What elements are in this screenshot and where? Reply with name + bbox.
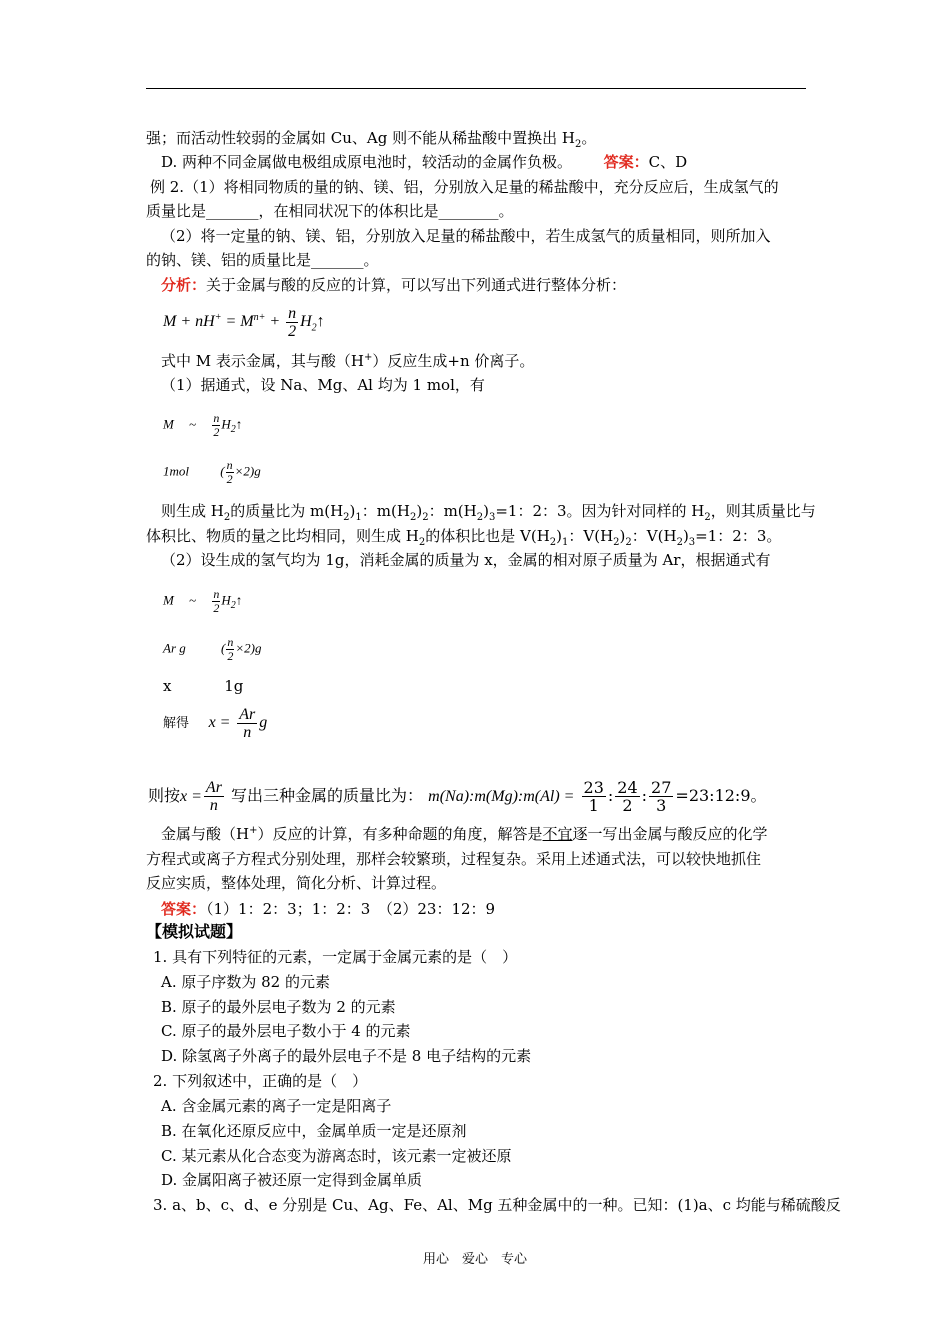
tilde: ~ <box>189 416 197 432</box>
subscript: 2 <box>574 139 582 150</box>
numerator: 23 <box>583 778 604 797</box>
text: 解得 <box>163 716 190 731</box>
subscript: 2 <box>613 537 620 548</box>
q2-option-d: D. 金属阳离子被还原一定得到金属单质 <box>161 1171 423 1189</box>
relation-row-2 <box>163 459 261 486</box>
relation-row-4 <box>163 636 261 663</box>
symbol: 1mol <box>163 463 189 479</box>
header-rule <box>146 88 806 89</box>
subscript: 2 <box>409 512 417 523</box>
text: ) <box>416 502 423 520</box>
subscript: 3 <box>488 512 496 523</box>
q2-option-c: C. 某元素从化合态变为游离态时，该元素一定被还原 <box>161 1147 512 1165</box>
denominator: 2 <box>622 796 633 815</box>
text: 体积比、物质的量之比均相同，则生成 H <box>146 527 419 545</box>
text-line <box>146 128 596 148</box>
up-arrow-icon: ↑ <box>316 313 325 331</box>
option-d <box>161 152 687 172</box>
numerator: n <box>227 635 234 649</box>
text: 逐一写出金属与酸反应的化学 <box>572 825 768 843</box>
symbol: : <box>607 786 614 805</box>
subscript: 1 <box>355 512 362 523</box>
answer-value: （1）1：2：3；1：2：3 （2）23：12：9 <box>206 900 496 918</box>
text: 强；而活动性较弱的金属如 Cu、Ag 则不能从稀盐酸中置换出 H <box>146 129 575 147</box>
subscript: 3 <box>688 537 696 548</box>
relation-row-3 <box>163 588 242 615</box>
numerator: n <box>213 587 220 601</box>
symbol: M <box>163 592 174 608</box>
fraction <box>649 779 673 814</box>
denominator: n <box>243 723 252 741</box>
superscript: + <box>214 311 222 323</box>
text: 的质量比为 m(H <box>230 502 344 520</box>
subscript: 2 <box>311 322 317 334</box>
denominator: 2 <box>288 323 297 340</box>
text-line: （2）设生成的氢气均为 1g，消耗金属的质量为 x，金属的相对原子质量为 Ar，根据通式有 <box>161 551 771 569</box>
numerator: 24 <box>617 778 638 797</box>
question-1: 1. 具有下列特征的元素，一定属于金属元素的是（ ） <box>153 948 518 966</box>
text-line <box>161 351 534 371</box>
relation-row-1 <box>163 412 242 439</box>
symbol: m <box>523 788 535 805</box>
subscript: 2 <box>549 537 557 548</box>
text: ) <box>556 527 563 545</box>
text: ）反应生成+n 价离子。 <box>372 352 535 370</box>
denominator: 1 <box>588 796 599 815</box>
numerator: 27 <box>651 778 672 797</box>
solution-line <box>163 704 267 742</box>
denominator: 2 <box>226 472 233 486</box>
numerator: n <box>226 458 233 472</box>
underlined-text: 不宜 <box>542 825 573 843</box>
text: 1g <box>224 677 244 695</box>
text-line <box>161 501 816 521</box>
denominator: 2 <box>213 601 220 615</box>
text: 则按 <box>148 786 181 805</box>
symbol: + <box>269 313 281 331</box>
denominator: 2 <box>227 649 234 663</box>
denominator: n <box>209 797 218 814</box>
text: ) <box>619 527 626 545</box>
q1-option-a: A. 原子序数为 82 的元素 <box>161 973 330 991</box>
example-2-line-3: （2）将一定量的钠、镁、铝，分别放入足量的稀盐酸中，若生成氢气的质量相同，则所加入 <box>161 227 771 245</box>
subscript: 2 <box>230 424 236 436</box>
question-2: 2. 下列叙述中，正确的是（ ） <box>153 1072 368 1090</box>
text: ) <box>483 502 489 520</box>
text: ：V(H <box>631 527 677 545</box>
numerator: Ar <box>205 779 222 796</box>
symbol: ( <box>220 463 225 479</box>
symbol: M <box>163 313 177 331</box>
subscript: 1 <box>562 537 569 548</box>
text: 则生成 H <box>161 502 224 520</box>
symbol: M <box>163 416 174 432</box>
symbol: : <box>641 786 648 805</box>
symbol: (Mg): <box>485 788 524 805</box>
text: 写出三种金属的质量比为： <box>231 786 424 805</box>
text: ：m(H <box>361 502 410 520</box>
answer-line <box>161 899 495 919</box>
subscript: 2 <box>343 512 350 523</box>
superscript: n+ <box>253 311 266 323</box>
fraction <box>615 779 639 814</box>
example-2-line-1: 例 2.（1）将相同物质的量的钠、镁、铝，分别放入足量的稀盐酸中，充分反应后，生成氢气的 <box>150 178 779 196</box>
fraction <box>204 779 224 814</box>
text: 的体积比也是 V(H <box>425 527 550 545</box>
analysis-line <box>161 275 626 295</box>
symbol: m <box>428 788 440 805</box>
q1-option-b: B. 原子的最外层电子数为 2 的元素 <box>161 998 396 1016</box>
symbol: ×2)g <box>235 640 262 656</box>
text: x <box>163 677 172 695</box>
text: ：V(H <box>568 527 614 545</box>
question-3: 3. a、b、c、d、e 分别是 Cu、Ag、Fe、Al、Mg 五种金属中的一种。已知：(1)a、c 均能与稀硫酸反 <box>153 1196 841 1214</box>
text: =1：2：3。 <box>695 527 782 545</box>
q2-option-a: A. 含金属元素的离子一定是阳离子 <box>161 1097 392 1115</box>
ratio-line <box>148 776 767 817</box>
symbol: H <box>221 592 231 608</box>
symbol: (Na): <box>439 788 475 805</box>
text: =1：2：3。因为针对同样的 H <box>495 502 705 520</box>
text-line: （1）据通式，设 Na、Mg、Al 均为 1 mol，有 <box>161 376 485 394</box>
text: 。 <box>581 129 597 147</box>
example-2-line-2: 质量比是_______，在相同状况下的体积比是________。 <box>146 202 514 220</box>
symbol: m <box>474 788 486 805</box>
q1-option-c: C. 原子的最外层电子数小于 4 的元素 <box>161 1022 411 1040</box>
fraction <box>212 588 220 615</box>
symbol: = M <box>225 313 254 331</box>
symbol: H <box>300 313 312 331</box>
q1-option-d: D. 除氢离子外离子的最外层电子不是 8 电子结构的元素 <box>161 1047 532 1065</box>
text: =23:12:9 <box>675 786 751 805</box>
subscript: 2 <box>704 512 711 523</box>
up-arrow-icon: ↑ <box>235 416 243 432</box>
denominator: 2 <box>213 425 220 439</box>
subscript: 2 <box>476 512 484 523</box>
symbol: g <box>259 714 268 731</box>
answer-label: 答案： <box>603 153 649 171</box>
numerator: n <box>213 411 220 425</box>
up-arrow-icon: ↑ <box>235 592 243 608</box>
symbol: ( <box>221 640 226 656</box>
text-line <box>161 824 768 844</box>
symbol: Ar g <box>163 640 186 656</box>
superscript: + <box>363 352 373 363</box>
fraction <box>286 305 298 340</box>
answer-label: 答案： <box>161 900 207 918</box>
answer-value: C、D <box>648 153 688 171</box>
text-line <box>146 526 781 546</box>
text: 金属与酸（H <box>161 825 250 843</box>
subscript: 2 <box>422 512 429 523</box>
general-equation <box>163 305 325 340</box>
symbol: + nH <box>180 313 215 331</box>
text: ：m(H <box>428 502 477 520</box>
subscript: 2 <box>230 600 236 612</box>
text: D. 两种不同金属做电极组成原电池时，较活动的金属作负极。 <box>161 153 573 171</box>
tilde: ~ <box>189 592 197 608</box>
fraction <box>226 459 234 486</box>
symbol: H <box>221 416 231 432</box>
analysis-label: 分析： <box>161 276 207 294</box>
numerator: Ar <box>239 705 256 723</box>
symbol: (Al) = <box>534 788 575 805</box>
text: 关于金属与酸的反应的计算，可以写出下列通式进行整体分析： <box>206 276 627 294</box>
text: ）反应的计算，有多种命题的角度，解答是 <box>257 825 543 843</box>
symbol: ×2)g <box>234 463 261 479</box>
fraction <box>226 636 234 663</box>
subscript: 2 <box>676 537 683 548</box>
symbol: x = <box>208 714 231 731</box>
subscript: 2 <box>418 537 426 548</box>
text: 式中 M 表示金属，其与酸（H <box>161 352 364 370</box>
symbol: x = <box>180 788 202 805</box>
q2-option-b: B. 在氧化还原反应中，金属单质一定是还原剂 <box>161 1122 467 1140</box>
section-heading: 【模拟试题】 <box>146 922 243 941</box>
denominator: 3 <box>656 796 667 815</box>
fraction <box>237 706 257 741</box>
text-line: 反应实质，整体处理，简化分析、计算过程。 <box>146 874 447 892</box>
fraction <box>212 412 220 439</box>
text-line: 方程式或离子方程式分别处理，那样会较繁琐，过程复杂。采用上述通式法，可以较快地抓住 <box>146 850 762 868</box>
subscript: 2 <box>223 512 231 523</box>
numerator: n <box>288 305 297 322</box>
text: 。 <box>750 786 767 805</box>
text: ，则其质量比与 <box>710 502 816 520</box>
fraction <box>582 779 606 814</box>
subscript: 2 <box>625 537 632 548</box>
page-footer: 用心 爱心 专心 <box>422 1252 527 1267</box>
superscript: + <box>249 825 258 836</box>
text: ) <box>349 502 356 520</box>
relation-row-5 <box>163 676 243 696</box>
text: ) <box>682 527 689 545</box>
example-2-line-4: 的钠、镁、铝的质量比是_______。 <box>146 251 379 269</box>
